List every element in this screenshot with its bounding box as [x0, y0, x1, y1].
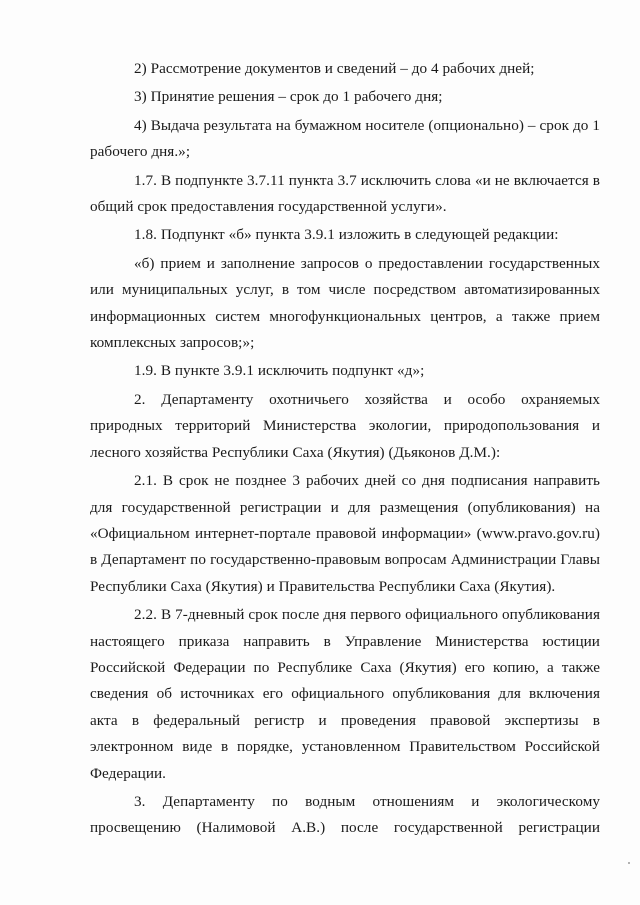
paragraph-2-2: 2.2. В 7-дневный срок после дня первого официального опубликования настоящего приказа направить в Управление Министерства юстиции Российской Федерации по Республике Саха (Якутия) его копию, а также сведения об источниках его официального опубликования для включения акта в федеральный регистр и проведения правовой экспертизы в электронном виде в порядке, установленном Правительством Российской Федерации. [90, 606, 600, 782]
paragraph-1-9: 1.9. В пункте 3.9.1 исключить подпункт «д»; [134, 362, 425, 380]
scan-speck [628, 862, 630, 864]
paragraph-1-8: 1.8. Подпункт «б» пункта 3.9.1 изложить в следующей редакции: [134, 226, 559, 244]
paragraph-1-8-text: «б) прием и заполнение запросов о предоставлении государственных или муниципальных услуг, в том числе посредством автоматизированных информационных систем многофункциональных центров, а также прием комплексных запросов;»; [90, 254, 600, 352]
paragraph-3: 3. Департаменту по водным отношениям и экологическому просвещению (Налимовой А.В.) после государственной регистрации [90, 792, 600, 837]
paragraph-item-4: 4) Выдача результата на бумажном носителе (опционально) – срок до 1 рабочего дня.»; [90, 116, 600, 161]
paragraph-1-7: 1.7. В подпункте 3.7.11 пункта 3.7 исключить слова «и не включается в общий срок предоставления государственной услуги». [90, 171, 600, 216]
paragraph-item-2: 2) Рассмотрение документов и сведений – до 4 рабочих дней; [134, 60, 535, 77]
document-body [90, 56, 600, 842]
paragraph-item-3: 3) Принятие решения – срок до 1 рабочего дня; [134, 88, 443, 106]
paragraph-2-1: 2.1. В срок не позднее 3 рабочих дней со дня подписания направить для государственной регистрации и для размещения (опубликования) на «Официальном интернет-портале правовой информации» (www.pravo.gov.ru) в Департамент по государственно-правовым вопросам Администрации Главы Республики Саха (Якутия) и Правительства Республики Саха (Якутия). [90, 472, 600, 595]
paragraph-2: 2. Департаменту охотничьего хозяйства и особо охраняемых природных территорий Министерства экологии, природопользования и лесного хозяйства Республики Саха (Якутия) (Дьяконов Д.М.): [90, 390, 600, 461]
